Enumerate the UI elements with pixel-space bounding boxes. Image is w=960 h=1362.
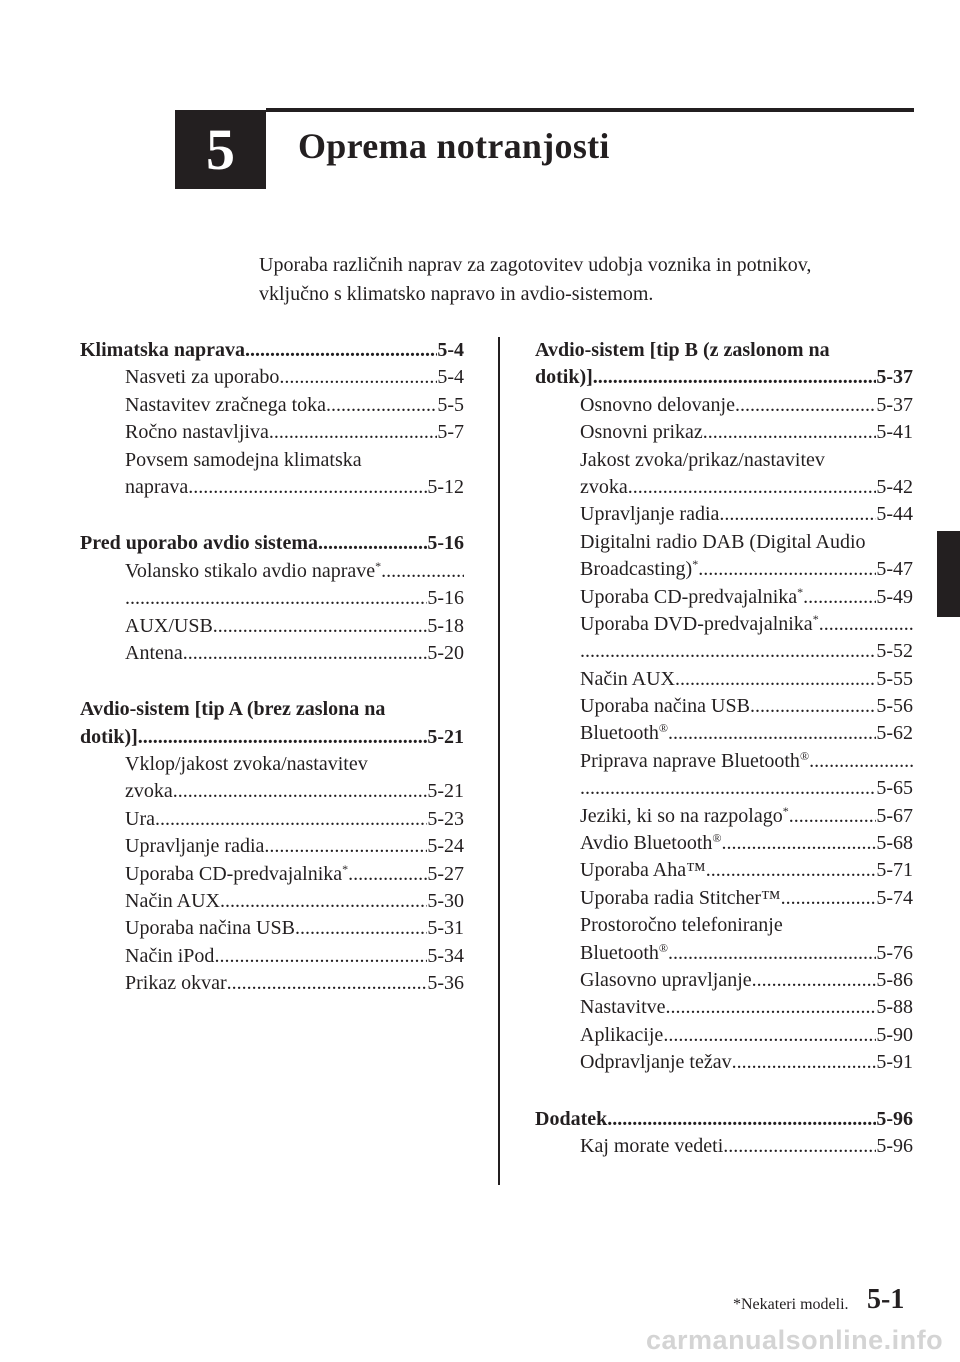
- toc-entry[interactable]: Nastavitve ..... 5-88: [535, 994, 913, 1021]
- toc-entry[interactable]: Osnovni prikaz ..... 5-41: [535, 419, 913, 446]
- toc-left-column: [80, 337, 464, 1027]
- toc-entry-line1[interactable]: Uporaba DVD-predvajalnika* .....: [535, 611, 913, 638]
- toc-section-pred-uporabo: [80, 530, 464, 667]
- chapter-rule: [266, 108, 914, 112]
- toc-entry[interactable]: Bluetooth® ..... 5-76: [535, 940, 913, 967]
- intro-line: vključno s klimatsko napravo in avdio-sistemom.: [259, 283, 654, 305]
- toc-entry-line1[interactable]: Priprava naprave Bluetooth® .....: [535, 748, 913, 775]
- toc-section-avdio-b: [535, 337, 913, 1077]
- toc-section-avdio-a: [80, 696, 464, 997]
- toc-entry-line1[interactable]: Digitalni radio DAB (Digital Audio: [580, 530, 866, 553]
- toc-entry[interactable]: Uporaba CD-predvajalnika* ..... 5-27: [80, 861, 464, 888]
- column-divider: [498, 337, 500, 1185]
- toc-entry[interactable]: Aplikacije ..... 5-90: [535, 1022, 913, 1049]
- toc-heading-line1[interactable]: Avdio-sistem [tip B (z zaslonom na: [535, 339, 830, 361]
- watermark: carmanualsonline.info: [646, 1325, 944, 1355]
- toc-entry[interactable]: Nastavitev zračnega toka ..... 5-5: [80, 392, 464, 419]
- toc-heading[interactable]: Pred uporabo avdio sistema ..... 5-16: [80, 530, 464, 557]
- toc-entry[interactable]: Ura ..... 5-23: [80, 806, 464, 833]
- toc-heading[interactable]: dotik)] ..... 5-37: [535, 364, 913, 391]
- toc-entry[interactable]: ..... 5-16: [80, 585, 464, 612]
- toc-entry[interactable]: Uporaba načina USB ..... 5-31: [80, 915, 464, 942]
- toc-entry[interactable]: Uporaba CD-predvajalnika* ..... 5-49: [535, 584, 913, 611]
- toc-entry[interactable]: Jeziki, ki so na razpolago* ..... 5-67: [535, 803, 913, 830]
- toc-entry[interactable]: Glasovno upravljanje ..... 5-86: [535, 967, 913, 994]
- toc-entry[interactable]: Način iPod ..... 5-34: [80, 943, 464, 970]
- toc-entry[interactable]: Uporaba radia Stitcher™ ..... 5-74: [535, 885, 913, 912]
- toc-entry[interactable]: naprava ..... 5-12: [80, 474, 464, 501]
- footer-note: *Nekateri modeli.: [733, 1296, 849, 1313]
- toc-heading[interactable]: Klimatska naprava ..... 5-4: [80, 337, 464, 364]
- toc-entry[interactable]: Upravljanje radia ..... 5-44: [535, 501, 913, 528]
- toc-right-column: [535, 337, 913, 1189]
- page-number: 5-1: [867, 1284, 905, 1315]
- toc-entry-line1[interactable]: Povsem samodejna klimatska: [125, 448, 362, 471]
- intro-line: Uporaba različnih naprav za zagotovitev udobja voznika in potnikov,: [259, 254, 812, 276]
- toc-entry[interactable]: Način AUX ..... 5-30: [80, 888, 464, 915]
- toc-entry[interactable]: zvoka ..... 5-21: [80, 778, 464, 805]
- toc-entry[interactable]: Prikaz okvar ..... 5-36: [80, 970, 464, 997]
- toc-entry[interactable]: Upravljanje radia ..... 5-24: [80, 833, 464, 860]
- toc-entry[interactable]: Uporaba Aha™ ..... 5-71: [535, 857, 913, 884]
- toc-entry-line1[interactable]: Jakost zvoka/prikaz/nastavitev: [580, 448, 825, 471]
- toc-entry[interactable]: Odpravljanje težav ..... 5-91: [535, 1049, 913, 1076]
- chapter-title: Oprema notranjosti: [298, 126, 610, 166]
- toc-entry-line1[interactable]: Prostoročno telefoniranje: [580, 914, 783, 937]
- toc-entry[interactable]: zvoka ..... 5-42: [535, 474, 913, 501]
- toc-heading[interactable]: Dodatek ..... 5-96: [535, 1106, 913, 1133]
- toc-entry[interactable]: ..... 5-65: [535, 775, 913, 802]
- toc-entry-line1[interactable]: Vklop/jakost zvoka/nastavitev: [125, 753, 368, 776]
- toc-heading-line1[interactable]: Avdio-sistem [tip A (brez zaslona na: [80, 698, 386, 721]
- toc-entry[interactable]: Osnovno delovanje ..... 5-37: [535, 392, 913, 419]
- toc-entry[interactable]: Bluetooth® ..... 5-62: [535, 720, 913, 747]
- toc-entry[interactable]: Način AUX ..... 5-55: [535, 666, 913, 693]
- toc-entry[interactable]: AUX/USB ..... 5-18: [80, 613, 464, 640]
- toc-entry[interactable]: Ročno nastavljiva ..... 5-7: [80, 419, 464, 446]
- toc-entry[interactable]: Kaj morate vedeti ..... 5-96: [535, 1133, 913, 1160]
- toc-entry[interactable]: Broadcasting)* ..... 5-47: [535, 556, 913, 583]
- toc-heading[interactable]: dotik)] ..... 5-21: [80, 724, 464, 751]
- toc-entry[interactable]: Nasveti za uporabo ..... 5-4: [80, 364, 464, 391]
- chapter-intro: [259, 251, 919, 309]
- chapter-number: 5: [175, 110, 266, 189]
- chapter-side-tab: [937, 531, 960, 617]
- toc-entry[interactable]: Uporaba načina USB ..... 5-56: [535, 693, 913, 720]
- toc-entry-line1[interactable]: Volansko stikalo avdio naprave* .....: [80, 558, 464, 585]
- toc-section-klimatska: [80, 337, 464, 501]
- toc-entry[interactable]: Avdio Bluetooth® ..... 5-68: [535, 830, 913, 857]
- toc-entry[interactable]: ..... 5-52: [535, 638, 913, 665]
- toc-entry[interactable]: Antena ..... 5-20: [80, 640, 464, 667]
- toc-section-dodatek: [535, 1106, 913, 1161]
